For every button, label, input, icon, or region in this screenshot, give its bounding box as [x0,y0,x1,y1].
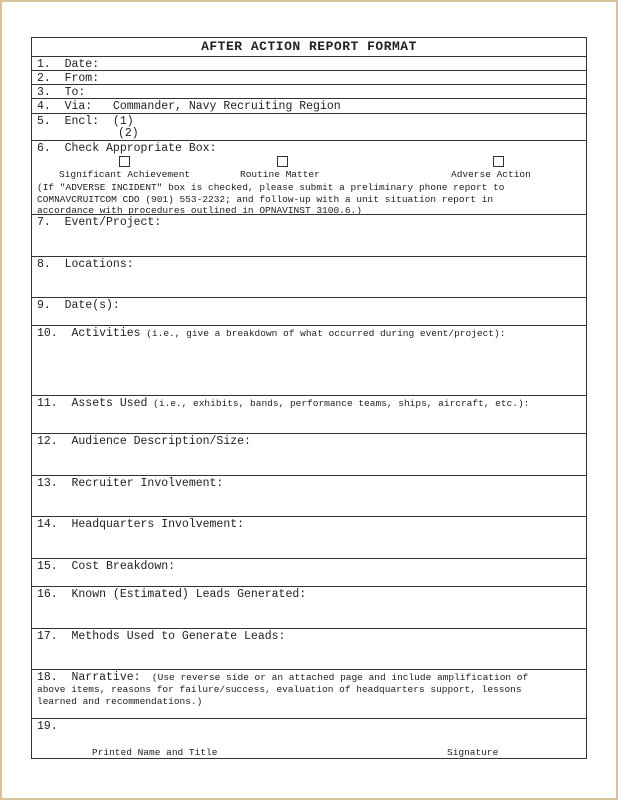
activities-label [37,327,505,340]
row-to[interactable] [32,84,586,98]
signature-label: Signature [447,747,499,758]
printed-name-label: Printed Name and Title [92,747,218,758]
row-methods[interactable] [32,628,586,669]
row-dates[interactable] [32,297,586,325]
locations-label: 8. Locations: [37,258,134,271]
after-action-report-form [31,37,587,759]
from-label: 2. From: [37,72,100,85]
significant-achievement-checkbox[interactable] [119,156,130,167]
encl-label: 5. Encl: (1) [37,115,134,128]
assets-used-title: 11. Assets Used [37,397,148,410]
adverse-action-checkbox[interactable] [493,156,504,167]
row-audience[interactable] [32,433,586,475]
row-cost-breakdown[interactable] [32,558,586,586]
routine-matter-checkbox[interactable] [277,156,288,167]
check-box-label: 6. Check Appropriate Box: [37,142,217,155]
row-narrative[interactable] [32,669,586,718]
row-recruiter-involvement[interactable] [32,475,586,516]
adverse-incident-note: (If "ADVERSE INCIDENT" box is checked, please submit a preliminary phone report to COMNAVCRUITCOM CDO (901) 553-2232; and follow-up with a unit situation report in accordance with procedures outlined in OPNAVINST 3100.6.) [37,182,505,216]
dates-label: 9. Date(s): [37,299,120,312]
encl-2-label: (2) [118,127,139,140]
row-assets-used[interactable] [32,395,586,433]
row-from[interactable] [32,70,586,84]
row-enclosures[interactable] [32,113,586,140]
form-title: AFTER ACTION REPORT FORMAT [201,39,417,54]
leads-generated-label: 16. Known (Estimated) Leads Generated: [37,588,307,601]
row-headquarters-involvement[interactable] [32,516,586,558]
activities-title: 10. Activities [37,327,141,340]
methods-label: 17. Methods Used to Generate Leads: [37,630,286,643]
cost-breakdown-label: 15. Cost Breakdown: [37,560,176,573]
to-label: 3. To: [37,86,86,99]
significant-achievement-label: Significant Achievement [59,169,191,180]
date-label: 1. Date: [37,58,100,71]
row-event-project[interactable] [32,214,586,256]
recruiter-involvement-label: 13. Recruiter Involvement: [37,477,224,490]
narrative-title: 18. Narrative: [37,671,141,684]
narrative-hint: (Use reverse side or an attached page and include amplification of [140,672,529,683]
headquarters-involvement-label: 14. Headquarters Involvement: [37,518,245,531]
row-signature[interactable] [32,718,586,758]
row-date[interactable] [32,56,586,70]
narrative-note: above items, reasons for failure/success, evaluation of headquarters support, lessons learned and recommendations.) [37,684,522,707]
row-locations[interactable] [32,256,586,297]
via-label: 4. Via: Commander, Navy Recruiting Region [37,100,341,113]
assets-used-hint: (i.e., exhibits, bands, performance teams, ships, aircraft, etc.): [147,398,530,409]
assets-used-label [37,397,529,410]
audience-label: 12. Audience Description/Size: [37,435,251,448]
adverse-action-label: Adverse Action [451,169,531,180]
event-project-label: 7. Event/Project: [37,216,162,229]
row-activities[interactable] [32,325,586,395]
row-check-box [32,140,586,214]
narrative-label [37,671,528,684]
row-via[interactable] [32,98,586,113]
row-19-label: 19. [37,720,58,733]
row-leads-generated[interactable] [32,586,586,628]
routine-matter-label: Routine Matter [240,169,320,180]
activities-hint: (i.e., give a breakdown of what occurred during event/project): [140,328,506,339]
